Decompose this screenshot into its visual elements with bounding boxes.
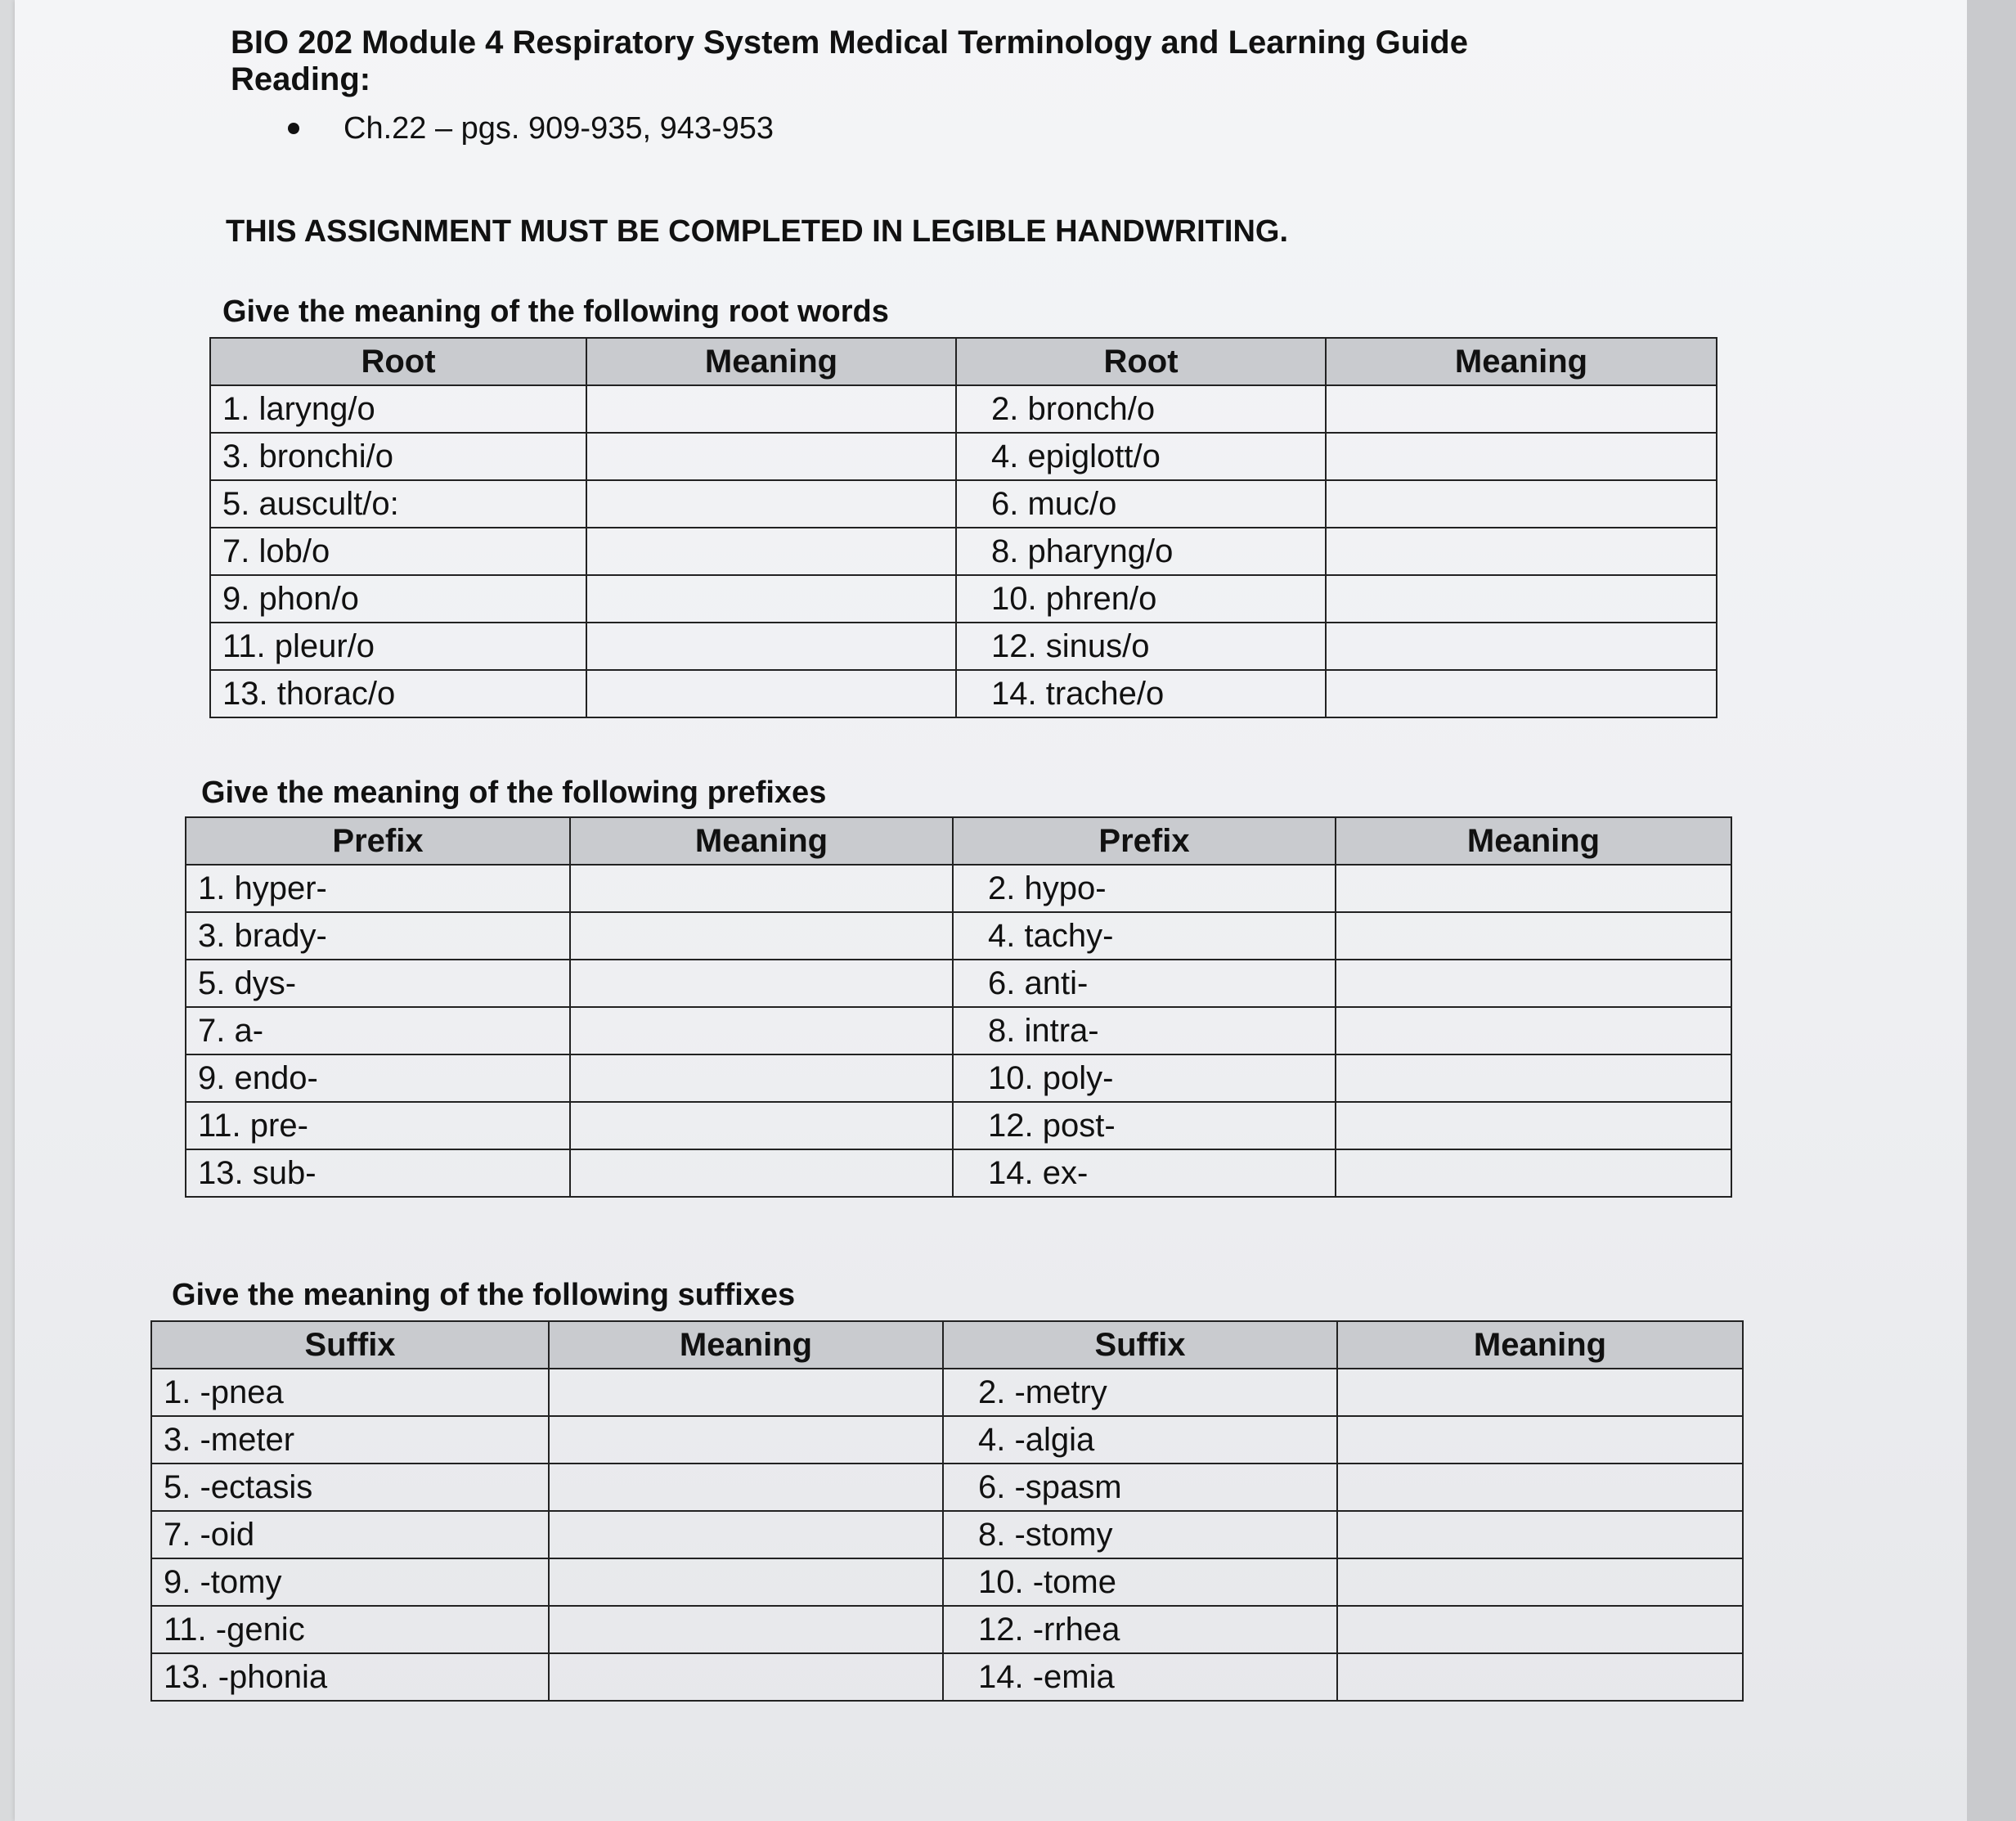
meaning-answer-cell[interactable] (1336, 912, 1731, 960)
meaning-answer-cell[interactable] (1326, 385, 1717, 433)
meaning-answer-cell[interactable] (570, 1054, 953, 1102)
meaning-answer-cell[interactable] (1337, 1653, 1743, 1701)
meaning-answer-cell[interactable] (1337, 1464, 1743, 1511)
term-cell: 5. auscult/o: (210, 480, 586, 528)
meaning-answer-cell[interactable] (1326, 670, 1717, 717)
meaning-answer-cell[interactable] (1336, 1007, 1731, 1054)
handwriting-warning: THIS ASSIGNMENT MUST BE COMPLETED IN LEGIBLE HANDWRITING. (226, 214, 1289, 249)
meaning-answer-cell[interactable] (549, 1416, 943, 1464)
table-row (151, 1416, 1743, 1464)
column-header: Meaning (586, 338, 956, 385)
column-header: Meaning (1336, 817, 1731, 865)
table-row (210, 528, 1717, 575)
table-row (186, 1007, 1731, 1054)
meaning-answer-cell[interactable] (1326, 433, 1717, 480)
column-header: Meaning (1326, 338, 1717, 385)
reading-label: Reading: (231, 61, 371, 97)
table-row (151, 1606, 1743, 1653)
term-cell: 10. phren/o (956, 575, 1326, 623)
term-cell: 2. bronch/o (956, 385, 1326, 433)
term-cell: 9. endo- (186, 1054, 570, 1102)
table-row (151, 1653, 1743, 1701)
table-row (186, 912, 1731, 960)
term-cell: 1. -pnea (151, 1369, 549, 1416)
term-cell: 11. pre- (186, 1102, 570, 1149)
meaning-answer-cell[interactable] (1337, 1606, 1743, 1653)
term-cell: 7. lob/o (210, 528, 586, 575)
term-cell: 10. poly- (953, 1054, 1336, 1102)
meaning-answer-cell[interactable] (570, 1007, 953, 1054)
meaning-answer-cell[interactable] (1336, 1149, 1731, 1197)
table-row (151, 1511, 1743, 1558)
table-row (186, 1102, 1731, 1149)
term-cell: 13. thorac/o (210, 670, 586, 717)
term-cell: 13. -phonia (151, 1653, 549, 1701)
term-cell: 7. -oid (151, 1511, 549, 1558)
meaning-answer-cell[interactable] (549, 1511, 943, 1558)
meaning-answer-cell[interactable] (1326, 623, 1717, 670)
meaning-answer-cell[interactable] (1337, 1511, 1743, 1558)
term-cell: 14. -emia (943, 1653, 1337, 1701)
table-row (210, 575, 1717, 623)
meaning-answer-cell[interactable] (549, 1464, 943, 1511)
term-cell: 12. -rrhea (943, 1606, 1337, 1653)
term-cell: 3. brady- (186, 912, 570, 960)
meaning-answer-cell[interactable] (586, 480, 956, 528)
meaning-answer-cell[interactable] (1336, 865, 1731, 912)
term-cell: 1. laryng/o (210, 385, 586, 433)
meaning-answer-cell[interactable] (570, 912, 953, 960)
column-header: Meaning (1337, 1321, 1743, 1369)
meaning-answer-cell[interactable] (1326, 575, 1717, 623)
meaning-answer-cell[interactable] (1326, 480, 1717, 528)
table-row (210, 433, 1717, 480)
term-cell: 1. hyper- (186, 865, 570, 912)
term-cell: 3. -meter (151, 1416, 549, 1464)
term-cell: 7. a- (186, 1007, 570, 1054)
meaning-answer-cell[interactable] (586, 385, 956, 433)
term-cell: 14. ex- (953, 1149, 1336, 1197)
term-cell: 6. muc/o (956, 480, 1326, 528)
table-row (210, 480, 1717, 528)
column-header: Meaning (570, 817, 953, 865)
column-header: Prefix (186, 817, 570, 865)
table-row (151, 1369, 1743, 1416)
meaning-answer-cell[interactable] (586, 670, 956, 717)
meaning-answer-cell[interactable] (549, 1369, 943, 1416)
meaning-answer-cell[interactable] (1336, 960, 1731, 1007)
term-cell: 10. -tome (943, 1558, 1337, 1606)
term-cell: 6. -spasm (943, 1464, 1337, 1511)
term-cell: 14. trache/o (956, 670, 1326, 717)
term-cell: 4. tachy- (953, 912, 1336, 960)
meaning-answer-cell[interactable] (570, 960, 953, 1007)
reading-item: Ch.22 – pgs. 909-935, 943-953 (343, 111, 775, 146)
suffixes-section-title: Give the meaning of the following suffixes (172, 1278, 796, 1312)
table-row (210, 623, 1717, 670)
meaning-answer-cell[interactable] (570, 1102, 953, 1149)
table-row (186, 865, 1731, 912)
meaning-answer-cell[interactable] (586, 433, 956, 480)
prefixes-table (185, 816, 1732, 1198)
term-cell: 8. pharyng/o (956, 528, 1326, 575)
term-cell: 13. sub- (186, 1149, 570, 1197)
meaning-answer-cell[interactable] (1337, 1416, 1743, 1464)
meaning-answer-cell[interactable] (549, 1653, 943, 1701)
background-edge (1967, 0, 2016, 1821)
term-cell: 8. intra- (953, 1007, 1336, 1054)
term-cell: 9. phon/o (210, 575, 586, 623)
term-cell: 11. -genic (151, 1606, 549, 1653)
meaning-answer-cell[interactable] (1337, 1558, 1743, 1606)
term-cell: 12. sinus/o (956, 623, 1326, 670)
table-row (151, 1464, 1743, 1511)
meaning-answer-cell[interactable] (1337, 1369, 1743, 1416)
table-row (210, 385, 1717, 433)
page-title: BIO 202 Module 4 Respiratory System Medical Terminology and Learning Guide (231, 25, 1468, 61)
term-cell: 6. anti- (953, 960, 1336, 1007)
meaning-answer-cell[interactable] (586, 528, 956, 575)
term-cell: 4. epiglott/o (956, 433, 1326, 480)
term-cell: 5. -ectasis (151, 1464, 549, 1511)
meaning-answer-cell[interactable] (1336, 1102, 1731, 1149)
meaning-answer-cell[interactable] (586, 623, 956, 670)
bullet-icon (288, 123, 299, 134)
meaning-answer-cell[interactable] (549, 1558, 943, 1606)
meaning-answer-cell[interactable] (549, 1606, 943, 1653)
term-cell: 11. pleur/o (210, 623, 586, 670)
table-row (210, 670, 1717, 717)
term-cell: 2. hypo- (953, 865, 1336, 912)
table-row (186, 960, 1731, 1007)
roots-section-title: Give the meaning of the following root words (222, 295, 889, 329)
suffixes-table (150, 1320, 1744, 1702)
meaning-answer-cell[interactable] (570, 865, 953, 912)
meaning-answer-cell[interactable] (1336, 1054, 1731, 1102)
term-cell: 4. -algia (943, 1416, 1337, 1464)
table-row (151, 1558, 1743, 1606)
roots-table (209, 337, 1717, 718)
term-cell: 5. dys- (186, 960, 570, 1007)
column-header: Suffix (943, 1321, 1337, 1369)
meaning-answer-cell[interactable] (1326, 528, 1717, 575)
column-header: Prefix (953, 817, 1336, 865)
meaning-answer-cell[interactable] (570, 1149, 953, 1197)
term-cell: 2. -metry (943, 1369, 1337, 1416)
table-row (186, 1149, 1731, 1197)
table-row (186, 1054, 1731, 1102)
meaning-answer-cell[interactable] (586, 575, 956, 623)
column-header: Meaning (549, 1321, 943, 1369)
term-cell: 8. -stomy (943, 1511, 1337, 1558)
term-cell: 3. bronchi/o (210, 433, 586, 480)
column-header: Root (210, 338, 586, 385)
prefixes-section-title: Give the meaning of the following prefixes (201, 776, 827, 810)
column-header: Suffix (151, 1321, 549, 1369)
term-cell: 12. post- (953, 1102, 1336, 1149)
term-cell: 9. -tomy (151, 1558, 549, 1606)
column-header: Root (956, 338, 1326, 385)
